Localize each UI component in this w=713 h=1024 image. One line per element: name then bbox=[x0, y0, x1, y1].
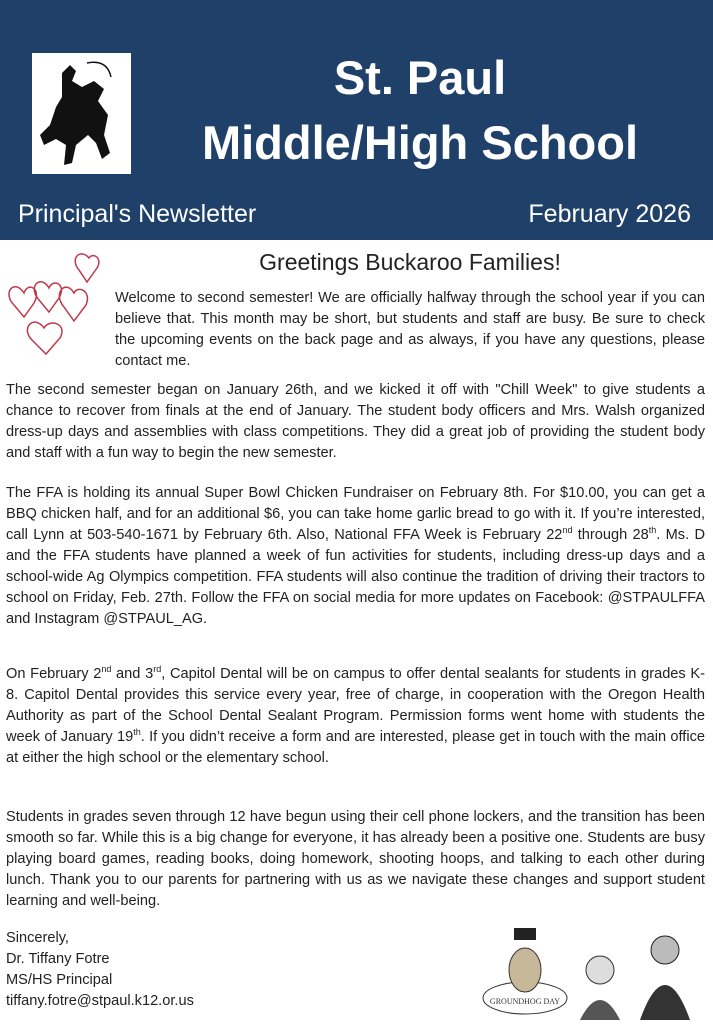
ordinal: rd bbox=[153, 664, 162, 675]
ordinal: nd bbox=[101, 664, 112, 675]
text: . Ms. D and the FFA students have planned a week of fun activities for students, including dress-up days and a school-wide Ag Olympics competition. FFA students will also continue the tradition of driving their tractors to school on Friday, Feb. 27th. Follow the FFA on social media for more updates on Facebook: @STPAULFFA and Instagram @STPAUL_AG. bbox=[6, 527, 705, 627]
groundhog-presidents-illustration bbox=[480, 920, 710, 1020]
ordinal: nd bbox=[562, 525, 573, 536]
signer-name: Dr. Tiffany Fotre bbox=[6, 951, 110, 967]
intro-paragraph: Welcome to second semester! We are officially halfway through the school year if you can believe that. This month may be short, but students and staff are busy. Be sure to check the upcoming events on the back page and as always, if you have any questions, please contact me. bbox=[115, 290, 705, 369]
newsletter-header bbox=[0, 0, 713, 240]
text: The FFA is holding its annual Super Bowl Chicken Fundraiser on February 8th. For $10.00, you can get a BBQ chicken half, and for an additional $6, you can take home garlic bread to go with it. If you’re interested, call Lynn at 503-540-1671 by February 6th. Also, National FFA Week is February 22 bbox=[6, 485, 705, 543]
chill-week-paragraph: The second semester began on January 26th, and we kicked it off with "Chill Week" to give students a chance to recover from finals at the end of January. The student body officers and Mrs. Walsh organized dress-up days and assemblies with class competitions. They did a great job of providing the student body and staff with a fun way to begin the new semester. bbox=[6, 382, 705, 461]
bronco-rider-logo bbox=[32, 53, 131, 174]
signature-block bbox=[6, 928, 194, 1012]
greeting-heading: Greetings Buckaroo Families! bbox=[259, 249, 561, 275]
text: On February 2 bbox=[6, 666, 102, 682]
newsletter-label: Principal's Newsletter bbox=[18, 200, 257, 228]
text: and 3 bbox=[111, 666, 154, 682]
signer-role: MS/HS Principal bbox=[6, 972, 113, 988]
newsletter-date: February 2026 bbox=[528, 200, 691, 228]
signer-email[interactable]: tiffany.fotre@stpaul.k12.or.us bbox=[6, 993, 194, 1009]
ordinal: th bbox=[648, 525, 657, 536]
text: through 28 bbox=[572, 527, 649, 543]
text: . If you didn’t receive a form and are interested, please get in touch with the main office at either the high school or the elementary school. bbox=[6, 729, 705, 766]
groundhog-day-badge: GROUNDHOG DAY bbox=[489, 997, 561, 1006]
phone-lockers-paragraph: Students in grades seven through 12 have begun using their cell phone lockers, and the transition has been smooth so far. While this is a big change for everyone, it has already been a positive one. Students are busy playing board games, reading books, doing homework, shooting hoops, and talking to each other during lunch. Thank you to our parents for partnering with us as we navigate these changes and support student learning and well-being. bbox=[6, 809, 705, 909]
closing: Sincerely, bbox=[6, 930, 69, 946]
ffa-paragraph bbox=[6, 483, 705, 630]
text: , Capitol Dental will be on campus to offer dental sealants for students in grades K-8. Capitol Dental provides this service every year, free of charge, in cooperation with the Oregon Health Authority as part of the School Dental Sealant Program. Permission forms went home with students the week of January 19 bbox=[6, 666, 706, 745]
school-name-line-1: St. Paul bbox=[333, 51, 507, 104]
dental-paragraph bbox=[6, 664, 705, 769]
ordinal: th bbox=[133, 727, 141, 738]
hearts-illustration bbox=[4, 248, 112, 358]
school-name-line-2: Middle/High School bbox=[201, 116, 639, 169]
